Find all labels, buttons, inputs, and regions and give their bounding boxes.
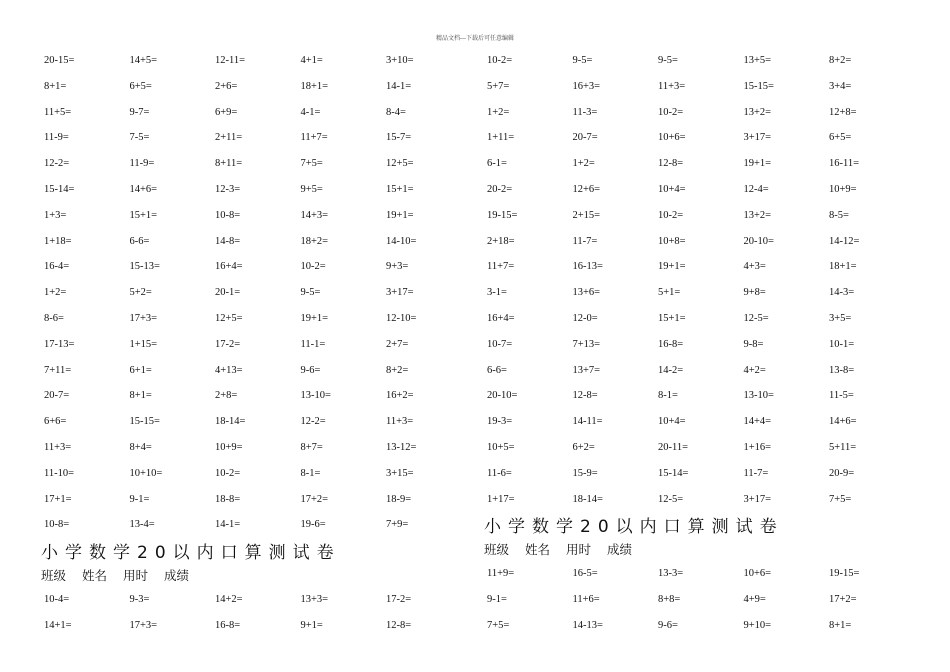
name-label: 姓名 (82, 568, 108, 583)
math-problem: 13+5= (743, 55, 772, 66)
math-problem: 14+1= (44, 619, 72, 631)
math-problem: 12-8= (386, 619, 412, 631)
math-problem: 2+18= (487, 235, 515, 247)
math-problem: 15-9= (572, 467, 598, 479)
math-problem: 3+5= (829, 312, 852, 324)
math-problem: 11-9= (129, 158, 155, 170)
math-problem: 17+2= (300, 493, 329, 505)
math-problem: 19+1= (386, 209, 414, 221)
math-problem: 6+2= (572, 441, 595, 453)
math-problem: 12+8= (829, 106, 857, 118)
math-problem: 18-14= (215, 416, 246, 428)
math-problem: 16+3= (572, 80, 601, 92)
math-problem: 13-10= (743, 390, 774, 402)
math-problem: 7+5= (829, 493, 852, 505)
math-problem: 18+1= (829, 261, 857, 273)
math-problem: 3-1= (487, 287, 507, 299)
math-problem: 8+1= (44, 80, 67, 92)
math-problem: 1+3= (44, 209, 67, 221)
math-problem: 18-14= (572, 493, 603, 505)
math-problem: 8+2= (829, 55, 852, 66)
math-problem: 8+4= (129, 441, 152, 453)
math-problem: 3+15= (386, 467, 414, 479)
math-problem: 12-11= (215, 55, 246, 66)
math-problem: 14-1= (386, 80, 412, 92)
math-problem: 3+17= (743, 132, 772, 144)
math-problem: 18-8= (215, 493, 241, 505)
math-problem: 13-10= (300, 390, 331, 402)
math-problem: 10+4= (658, 183, 686, 195)
math-problem: 11-5= (829, 390, 854, 402)
math-problem: 14-2= (658, 364, 684, 376)
math-problem: 2+7= (386, 338, 409, 350)
math-problem: 12-4= (743, 183, 769, 195)
math-problem: 10+6= (743, 568, 772, 579)
math-problem: 13+2= (743, 209, 772, 221)
math-problem: 5+11= (829, 441, 857, 453)
math-problem: 11-7= (743, 467, 769, 479)
math-problem: 19+1= (658, 261, 686, 273)
math-problem: 7+13= (572, 338, 601, 350)
math-problem: 5+2= (129, 287, 152, 299)
math-problem: 11-9= (44, 132, 69, 144)
math-problem: 16-11= (829, 158, 860, 170)
math-problem: 11+7= (487, 261, 515, 273)
math-problem: 11+3= (44, 441, 72, 453)
math-problem: 8+7= (300, 441, 323, 453)
math-problem: 11-10= (44, 467, 75, 479)
math-problem: 8-4= (386, 106, 406, 118)
math-problem: 15-14= (44, 183, 75, 195)
math-problem: 3+4= (829, 80, 852, 92)
math-problem: 12+6= (572, 183, 601, 195)
math-problem: 11+5= (44, 106, 72, 118)
math-problem: 11+3= (386, 416, 414, 428)
math-problem: 18-9= (386, 493, 412, 505)
math-problem: 9-5= (572, 55, 593, 66)
math-problem: 14-11= (572, 416, 603, 428)
math-problem: 2+11= (215, 132, 243, 144)
math-problem: 5+7= (487, 80, 510, 92)
math-problem: 10-2= (215, 467, 241, 479)
math-problem: 14+4= (743, 416, 772, 428)
math-problem: 18+1= (300, 80, 329, 92)
math-problem: 15-7= (386, 132, 412, 144)
math-problem: 13-12= (386, 441, 417, 453)
math-problem: 17+2= (829, 593, 857, 605)
math-problem: 13-4= (129, 519, 155, 531)
class-label: 班级 (41, 568, 67, 583)
math-problem: 12-8= (658, 158, 684, 170)
math-problem: 10+10= (129, 467, 163, 479)
math-problem: 12-2= (300, 416, 326, 428)
math-problem: 9-5= (658, 55, 678, 66)
score-label: 成绩 (164, 568, 190, 583)
worksheet-title-left: 小学数学20以内口算测试卷 (41, 543, 341, 563)
math-problem: 10-4= (44, 594, 70, 605)
math-problem: 4+1= (300, 55, 323, 66)
math-problem: 17+3= (129, 312, 158, 324)
math-problem: 16+4= (215, 261, 243, 273)
math-problem: 14+6= (829, 416, 857, 428)
score-label: 成绩 (607, 542, 633, 557)
math-problem: 9-5= (300, 287, 321, 299)
math-problem: 11+6= (572, 593, 600, 605)
math-problem: 7+11= (44, 364, 72, 376)
math-problem: 6-1= (487, 158, 507, 170)
math-problem: 1+18= (44, 235, 72, 247)
math-problem: 9+8= (743, 287, 766, 299)
math-problem: 8-6= (44, 312, 64, 324)
time-label: 用时 (566, 542, 592, 557)
math-problem: 17-13= (44, 338, 75, 350)
math-problem: 7+5= (487, 619, 510, 631)
math-problem: 11+3= (658, 80, 686, 92)
name-label: 姓名 (525, 542, 551, 557)
math-problem: 20-10= (743, 235, 774, 247)
math-problem: 6+9= (215, 106, 238, 118)
math-problem: 1+2= (44, 287, 67, 299)
math-problem: 14+5= (129, 55, 158, 66)
math-problem: 7+9= (386, 519, 409, 531)
worksheet-title-right: 小学数学20以内口算测试卷 (484, 517, 784, 537)
math-problem: 17+3= (129, 619, 158, 631)
math-problem: 19+1= (300, 312, 329, 324)
math-problem: 6+6= (44, 416, 67, 428)
math-problem: 10-2= (300, 261, 326, 273)
math-problem: 10+9= (829, 183, 857, 195)
math-problem: 15+1= (386, 183, 414, 195)
right-top-problem-grid (487, 53, 915, 517)
math-problem: 9+10= (743, 619, 772, 631)
math-problem: 2+15= (572, 209, 601, 221)
math-problem: 12-5= (743, 312, 769, 324)
math-problem: 1+15= (129, 338, 158, 350)
math-problem: 9-3= (129, 594, 150, 605)
math-problem: 1+11= (487, 132, 515, 144)
math-problem: 14-3= (829, 287, 855, 299)
math-problem: 6+5= (129, 80, 152, 92)
math-problem: 15-15= (129, 416, 160, 428)
math-problem: 14+3= (300, 209, 329, 221)
math-problem: 20-11= (658, 441, 689, 453)
math-problem: 15-13= (129, 261, 160, 273)
math-problem: 17-2= (386, 594, 412, 605)
math-problem: 20-15= (44, 55, 75, 66)
math-problem: 5+1= (658, 287, 681, 299)
math-problem: 12+5= (386, 158, 414, 170)
left-bottom-problem-grid (44, 592, 472, 644)
math-problem: 10+6= (658, 132, 686, 144)
math-problem: 10+4= (658, 416, 686, 428)
math-problem: 4+9= (743, 593, 766, 605)
math-problem: 8+1= (129, 390, 152, 402)
math-problem: 20-10= (487, 390, 518, 402)
math-problem: 18+2= (300, 235, 329, 247)
math-problem: 4+3= (743, 261, 766, 273)
math-problem: 20-1= (215, 287, 241, 299)
math-problem: 8-1= (658, 390, 678, 402)
left-top-problem-grid (44, 53, 472, 543)
math-problem: 14+6= (129, 183, 158, 195)
math-problem: 16-8= (215, 619, 241, 631)
math-problem: 7+5= (300, 158, 323, 170)
math-problem: 3+10= (386, 55, 414, 66)
student-info-right (484, 540, 644, 558)
math-problem: 8+2= (386, 364, 409, 376)
math-problem: 10-1= (829, 338, 855, 350)
math-problem: 14-8= (215, 235, 241, 247)
math-problem: 14+2= (215, 594, 243, 605)
math-problem: 11-3= (572, 106, 598, 118)
math-problem: 9+1= (300, 619, 323, 631)
math-problem: 15-15= (743, 80, 774, 92)
math-problem: 14-1= (215, 519, 241, 531)
math-problem: 9-1= (129, 493, 150, 505)
math-problem: 16-8= (658, 338, 684, 350)
math-problem: 10+9= (215, 441, 243, 453)
math-problem: 3+17= (743, 493, 772, 505)
right-bottom-problem-grid (487, 566, 915, 643)
math-problem: 20-7= (572, 132, 598, 144)
math-problem: 11+7= (300, 132, 328, 144)
math-problem: 13+3= (300, 594, 329, 605)
math-problem: 15+1= (129, 209, 158, 221)
math-problem: 13+7= (572, 364, 601, 376)
math-problem: 12-5= (658, 493, 684, 505)
class-label: 班级 (484, 542, 510, 557)
math-problem: 13+6= (572, 287, 601, 299)
math-problem: 8-1= (300, 467, 321, 479)
math-problem: 9-8= (743, 338, 764, 350)
math-problem: 20-7= (44, 390, 70, 402)
math-problem: 8+1= (829, 619, 852, 631)
math-problem: 19-15= (487, 209, 518, 221)
math-problem: 19-3= (487, 416, 513, 428)
math-problem: 19-15= (829, 568, 860, 579)
math-problem: 1+2= (487, 106, 510, 118)
math-problem: 10+5= (487, 441, 515, 453)
math-problem: 10-2= (658, 106, 684, 118)
math-problem: 11-7= (572, 235, 598, 247)
math-problem: 14-13= (572, 619, 603, 631)
math-problem: 12-3= (215, 183, 241, 195)
math-problem: 3+17= (386, 287, 414, 299)
math-problem: 6+1= (129, 364, 152, 376)
math-problem: 2+8= (215, 390, 238, 402)
math-problem: 10-7= (487, 338, 513, 350)
math-problem: 20-2= (487, 183, 513, 195)
math-problem: 13+2= (743, 106, 772, 118)
student-info-left (41, 566, 201, 584)
math-problem: 1+16= (743, 441, 772, 453)
math-problem: 17+1= (44, 493, 72, 505)
page-header: 精品文档---下载后可任意编辑 (436, 36, 514, 42)
math-problem: 4-1= (300, 106, 321, 118)
math-problem: 4+13= (215, 364, 243, 376)
math-problem: 9+3= (386, 261, 409, 273)
math-problem: 13-3= (658, 568, 684, 579)
math-problem: 9-6= (300, 364, 321, 376)
math-problem: 10-2= (658, 209, 684, 221)
math-problem: 8+8= (658, 593, 681, 605)
math-problem: 9+5= (300, 183, 323, 195)
math-problem: 16+2= (386, 390, 414, 402)
math-problem: 12-0= (572, 312, 598, 324)
math-problem: 8-5= (829, 209, 849, 221)
math-problem: 12-8= (572, 390, 598, 402)
math-problem: 1+2= (572, 158, 595, 170)
math-problem: 10-2= (487, 55, 513, 66)
math-problem: 20-9= (829, 467, 855, 479)
math-problem: 16-13= (572, 261, 603, 273)
math-problem: 14-12= (829, 235, 860, 247)
math-problem: 15-14= (658, 467, 689, 479)
math-problem: 19-6= (300, 519, 326, 531)
time-label: 用时 (123, 568, 149, 583)
math-problem: 7-5= (129, 132, 150, 144)
math-problem: 17-2= (215, 338, 241, 350)
math-problem: 8+11= (215, 158, 243, 170)
math-problem: 6+5= (829, 132, 852, 144)
math-problem: 6-6= (487, 364, 507, 376)
math-problem: 9-7= (129, 106, 150, 118)
math-problem: 15+1= (658, 312, 686, 324)
math-problem: 12+5= (215, 312, 243, 324)
math-problem: 16+4= (487, 312, 515, 324)
math-problem: 6-6= (129, 235, 150, 247)
math-problem: 9-6= (658, 619, 678, 631)
math-problem: 2+6= (215, 80, 238, 92)
math-problem: 16-4= (44, 261, 70, 273)
math-problem: 13-8= (829, 364, 855, 376)
math-problem: 12-2= (44, 158, 70, 170)
math-problem: 10-8= (44, 519, 70, 531)
math-problem: 10+8= (658, 235, 686, 247)
math-problem: 4+2= (743, 364, 766, 376)
math-problem: 14-10= (386, 235, 417, 247)
math-problem: 1+17= (487, 493, 515, 505)
math-problem: 19+1= (743, 158, 772, 170)
math-problem: 11-1= (300, 338, 326, 350)
math-problem: 9-1= (487, 593, 507, 605)
math-problem: 10-8= (215, 209, 241, 221)
math-problem: 11+9= (487, 568, 515, 579)
math-problem: 12-10= (386, 312, 417, 324)
math-problem: 11-6= (487, 467, 512, 479)
math-problem: 16-5= (572, 568, 598, 579)
